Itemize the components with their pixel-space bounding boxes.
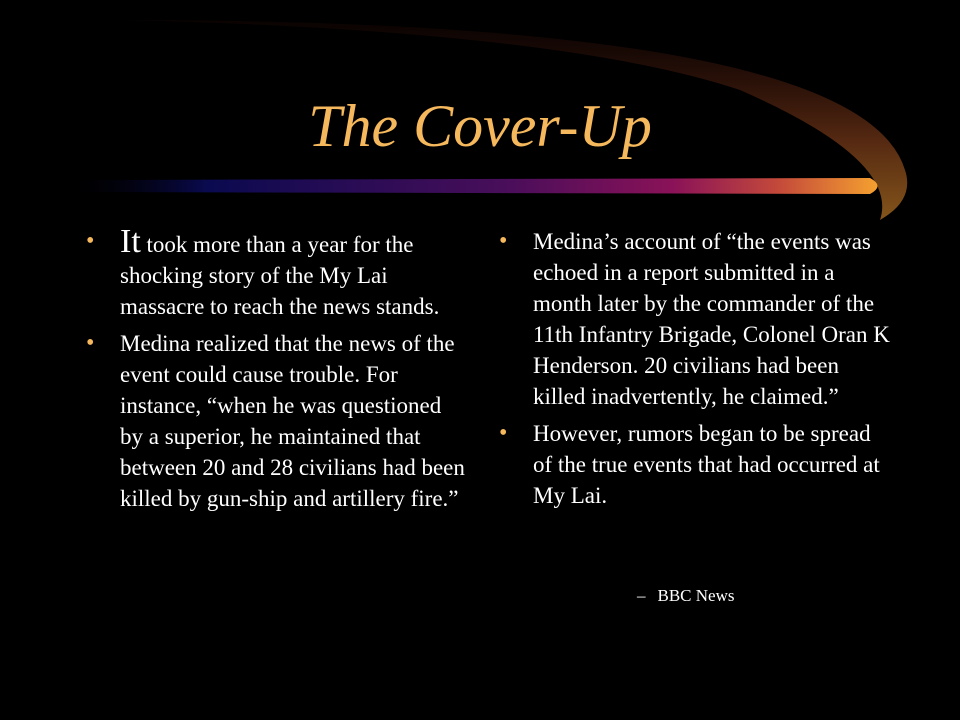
source-citation [637, 585, 734, 607]
swoosh-bar [60, 178, 878, 194]
left-bullet-1-text: took more than a year for the shocking story of the My Lai massacre to reach the news stands. [120, 232, 440, 319]
bullet-dot: • [86, 228, 95, 254]
right-bullet-2-text: However, rumors began to be spread of the true events that had occurred at My Lai. [533, 421, 880, 508]
left-column [84, 223, 468, 514]
right-column [497, 226, 895, 511]
right-bullet-2 [497, 418, 895, 511]
left-bullet-1-initial: It [120, 223, 141, 260]
bullet-dot: • [499, 420, 508, 446]
source-dash: – [637, 586, 646, 605]
slide-title: The Cover-Up [308, 93, 652, 159]
source-text: BBC News [657, 586, 735, 605]
bullet-dot: • [499, 228, 508, 254]
left-bullet-1 [84, 223, 468, 322]
left-bullet-2-text: Medina realized that the news of the event could cause trouble. For instance, “when he was questioned by a superior, he maintained that between 20 and 28 civilians had been killed by gun-ship and artillery fire.” [120, 331, 465, 511]
right-bullet-1 [497, 226, 895, 412]
left-bullet-2 [84, 328, 468, 514]
bullet-dot: • [86, 330, 95, 356]
right-bullet-1-text: Medina’s account of “the events was echoed in a report submitted in a month later by the commander of the 11th Infantry Brigade, Colonel Oran K Henderson. 20 civilians had been killed inadvertently, he claimed.” [533, 229, 890, 409]
